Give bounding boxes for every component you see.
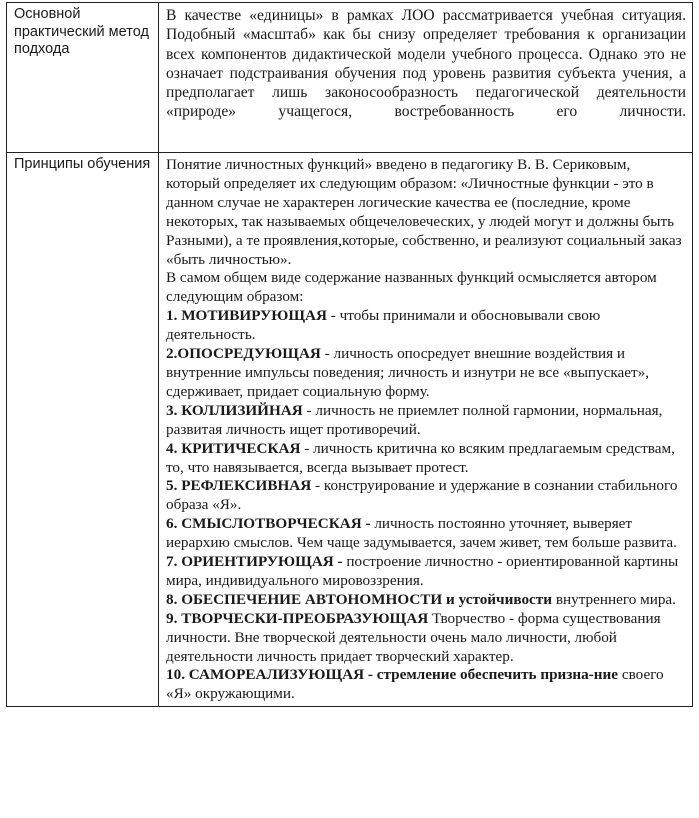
- function-item: [166, 666, 686, 704]
- table-row: [7, 153, 693, 707]
- intro-paragraph-2: В самом общем виде содержание названных функций осмысляется автором следующим образом:: [166, 269, 657, 306]
- row-label: Основной практический метод подхода: [7, 3, 159, 153]
- function-description: Творчество - форма существования личности. Вне творческой деятельности очень мало личности, любой деятельности личность придает творческий характер.: [166, 609, 661, 665]
- function-item: [166, 610, 686, 667]
- function-title: 7. ОРИЕНТИРУЮЩАЯ -: [166, 553, 343, 571]
- function-title: 1. МОТИВИРУЮЩАЯ: [166, 307, 327, 325]
- functions-list: [166, 307, 686, 704]
- function-title: 9. ТВОРЧЕСКИ-ПРЕОБРАЗУЮЩАЯ: [166, 609, 429, 627]
- intro-paragraph: Понятие личностных функций» введено в педагогику В. В. Сериковым, который определяет их следующим образом: «Личностные функции - это в данном случае не характерен логические качества ее (последние, кроме некоторых, так называемых общечеловеческих, у людей могут и должны быть Разными), а те проявления,которые, собственно, и реализуют социальный заказ «быть личностью».: [166, 156, 682, 268]
- function-description: - конструирование и удержание в сознании стабильного образа «Я».: [166, 477, 678, 514]
- row-content: [159, 153, 693, 707]
- function-description: - личность опосредует внешние воздействия и внутренние импульсы поведения; личность и изнутри не все «выпускает», сдерживает, придает социальную форму.: [166, 345, 650, 400]
- function-description: - чтобы принимали и обосновывали свою деятельность.: [166, 307, 601, 344]
- function-title: 6. СМЫСЛОТВОРЧЕСКАЯ -: [166, 515, 371, 533]
- row-label: Принципы обучения: [7, 153, 159, 707]
- function-title: 4. КРИТИЧЕСКАЯ: [166, 439, 301, 457]
- function-item: [166, 440, 686, 478]
- function-title: 5. РЕФЛЕКСИВНАЯ: [166, 477, 312, 495]
- function-title: 8. ОБЕСПЕЧЕНИЕ АВТОНОМНОСТИ и устойчивости: [166, 590, 553, 608]
- function-item: [166, 345, 686, 402]
- function-item: [166, 402, 686, 440]
- methods-table: [6, 2, 693, 707]
- function-title: 3. КОЛЛИЗИЙНАЯ: [166, 401, 303, 419]
- function-description: внутреннего мира.: [552, 590, 676, 608]
- function-description: - личность не приемлет полной гармонии, нормальная, развитая личность ищет противоречий.: [166, 401, 663, 438]
- function-item: [166, 515, 686, 553]
- function-title: 10. САМОРЕАЛИЗУЮЩАЯ - стремление обеспечить призна-ние: [166, 666, 619, 684]
- function-item: [166, 477, 686, 515]
- table-row: [7, 3, 693, 153]
- function-item: [166, 553, 686, 591]
- function-description: построение личностно - ориентированной картины мира, индивидуального мировоззрения.: [166, 553, 679, 589]
- function-description: своего «Я» окружающими.: [166, 666, 664, 703]
- function-description: личность постоянно уточняет, выверяет иерархию смыслов. Чем чаще задумывается, зачем живет, тем больше развита.: [166, 515, 677, 552]
- function-item: [166, 307, 686, 345]
- function-title: 2.ОПОСРЕДУЮЩАЯ: [166, 345, 321, 363]
- row-content: В качестве «единицы» в рамках ЛОО рассматривается учебная ситуация. Подобный «масштаб» как бы снизу определяет требования к организации всех компонентов дидактической модели учебного процесса. Однако это не означает подстраивания обучения под уровень развития субъекта учения, а предполагает лишь законосообразность педагогической деятельности «природе» учащегося, востребованность его личности.: [159, 3, 693, 153]
- function-item: [166, 591, 686, 610]
- function-description: - личность критична ко всяким предлагаемым средствам, то, что навязывается, всегда вызывает протест.: [166, 439, 675, 476]
